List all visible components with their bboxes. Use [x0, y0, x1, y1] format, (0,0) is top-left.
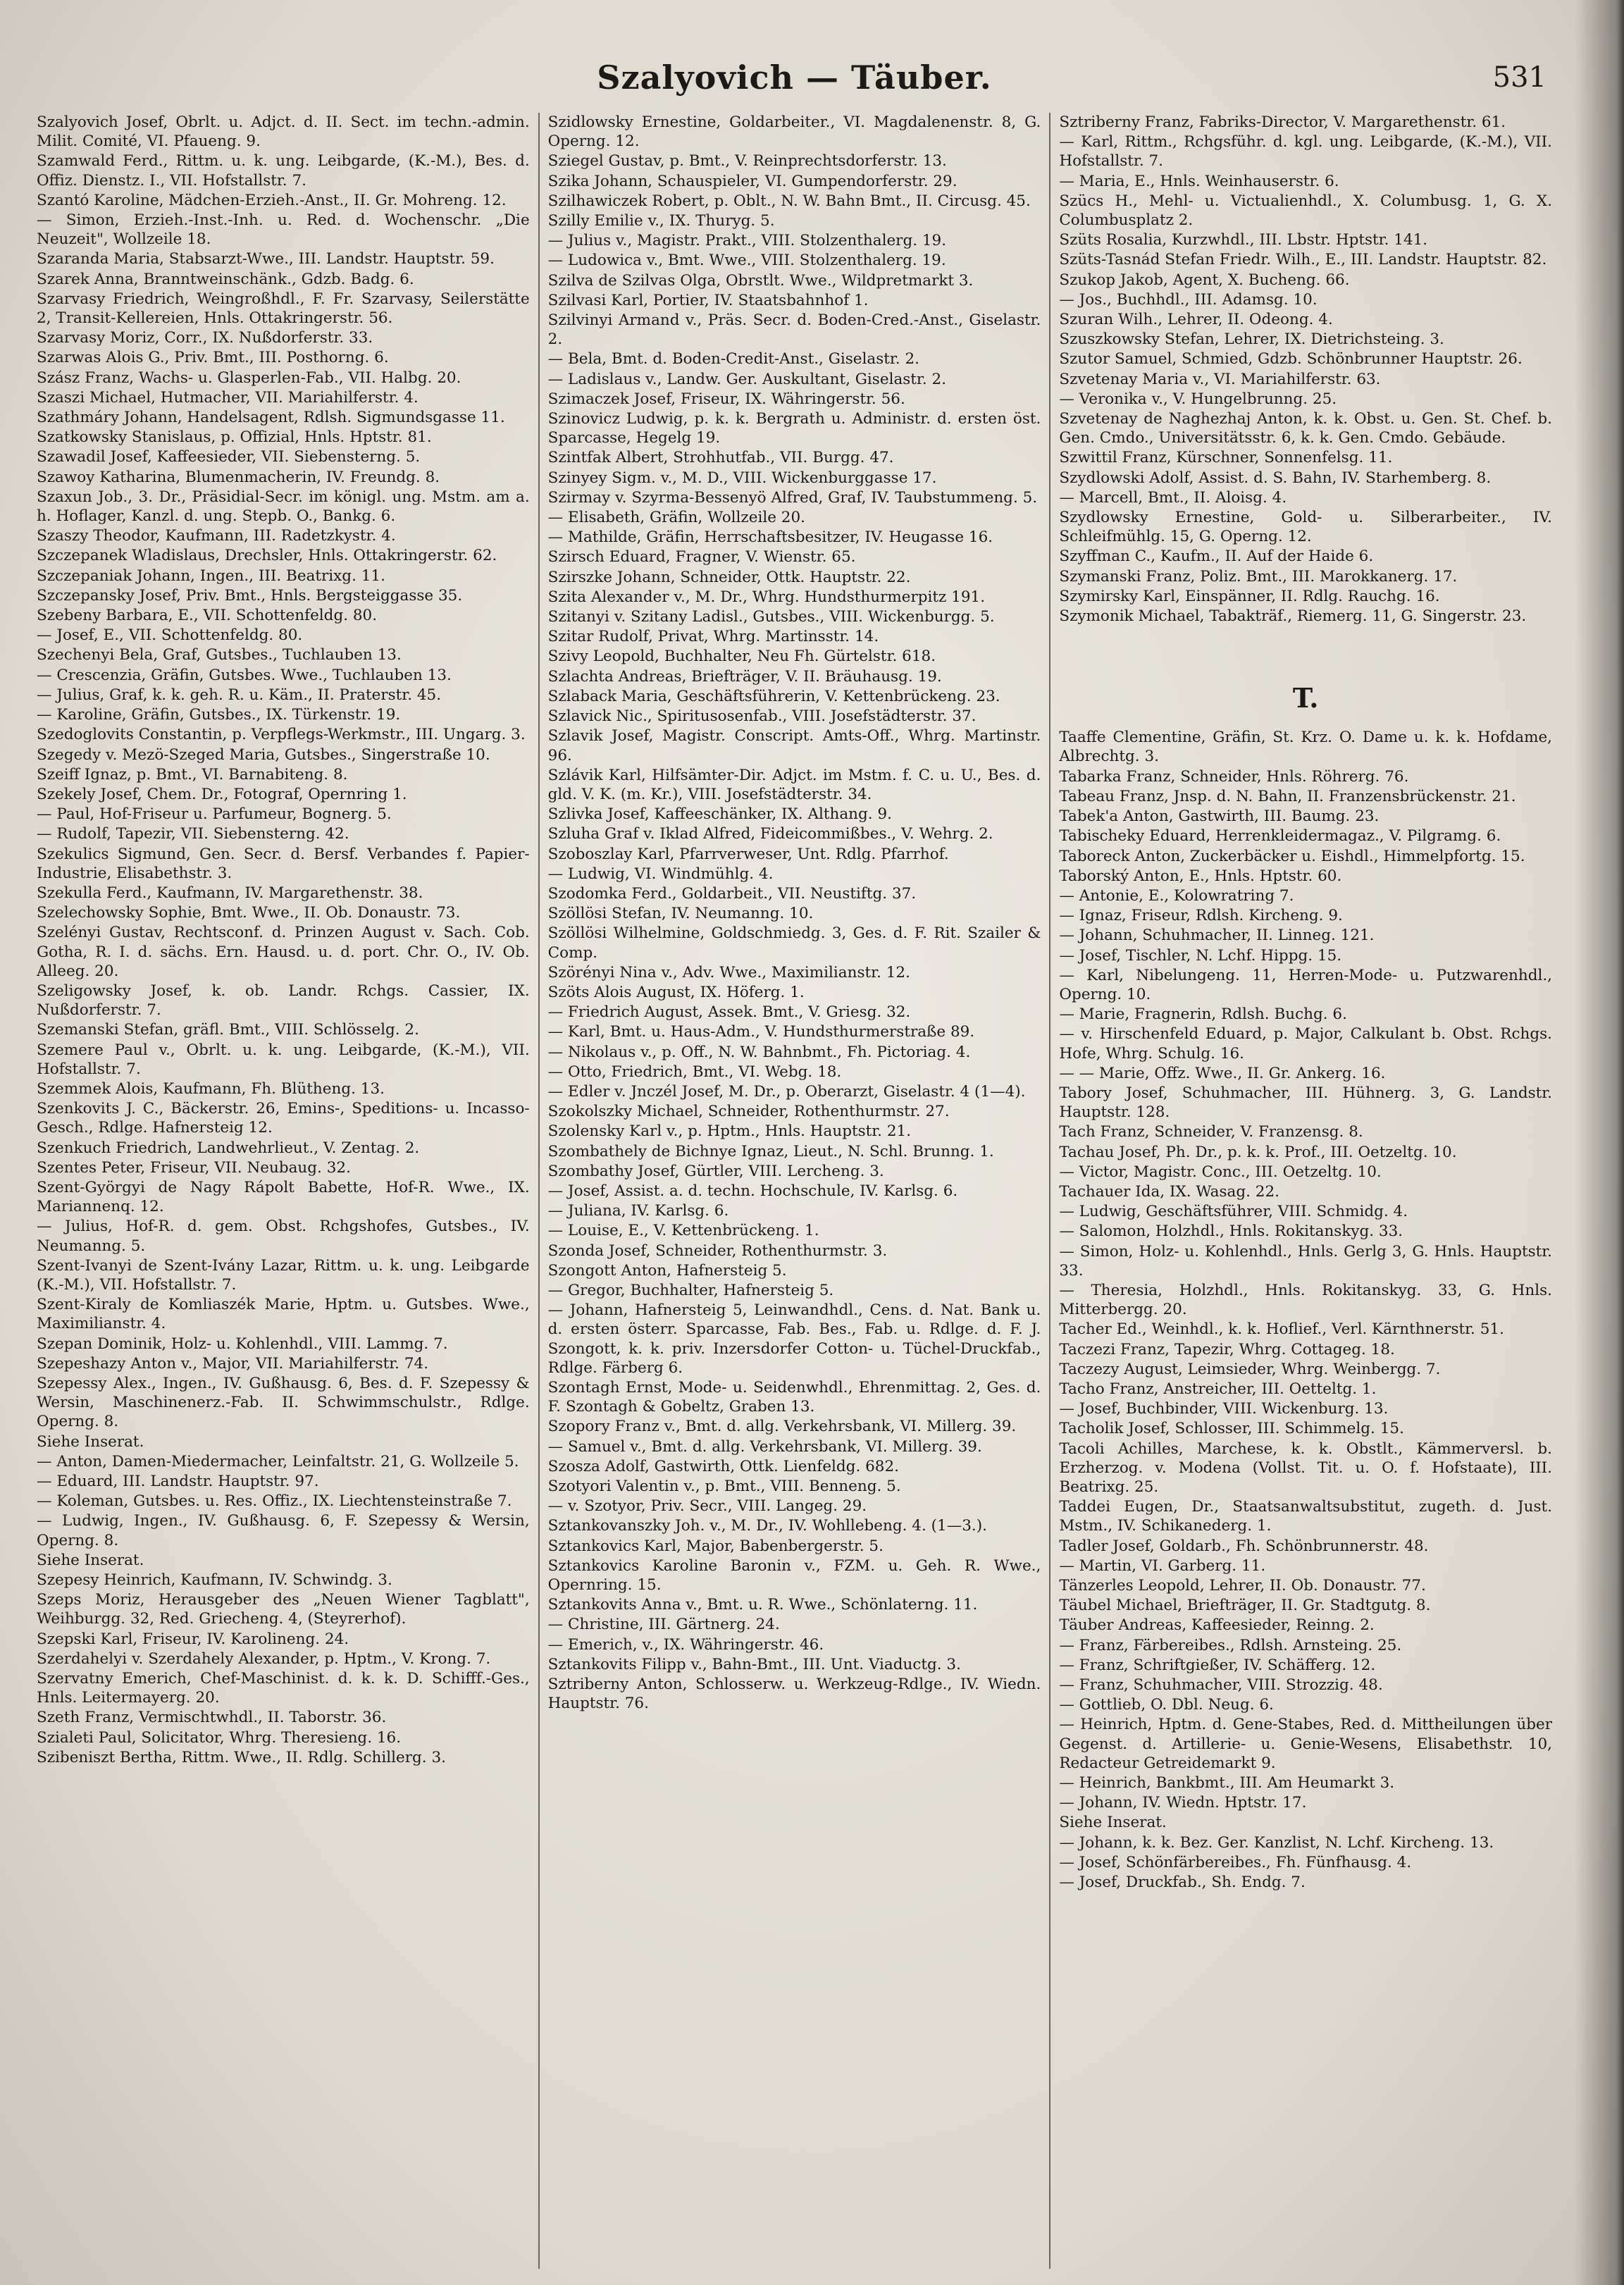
directory-entry: — Josef, E., VII. Schottenfeldg. 80. — [37, 626, 303, 645]
directory-entry: Szarvasy Friedrich, Weingroßhdl., F. Fr. Szarvasy, Seilerstätte 2, Transit-Kellereien, Hnls. Ottakringerstr. 56. — [37, 290, 530, 328]
directory-entry: — Karoline, Gräfin, Gutsbes., IX. Türkenstr. 19. — [37, 706, 401, 724]
directory-entry: Szuran Wilh., Lehrer, II. Odeong. 4. — [1059, 311, 1333, 329]
directory-entry: Täuber Andreas, Kaffeesieder, Reinng. 2. — [1059, 1616, 1375, 1635]
directory-entry: Szidlowsky Ernestine, Goldarbeiter., VI. Magdalenenstr. 8, G. Operng. 12. — [547, 113, 1041, 151]
directory-entry: — Josef, Tischler, N. Lchf. Hippg. 15. — [1059, 946, 1342, 965]
section-letter: T. — [1292, 682, 1319, 714]
directory-entry: Szlachta Andreas, Briefträger, V. II. Bräuhausg. 19. — [547, 667, 942, 686]
directory-entry: Szokolszky Michael, Schneider, Rothenthurmstr. 27. — [547, 1103, 950, 1121]
directory-entry: Szitar Rudolf, Privat, Whrg. Martinsstr. 14. — [547, 628, 879, 646]
directory-entry: Sztriberny Anton, Schlosserw. u. Werkzeug-Rdlge., IV. Wiedn. Hauptstr. 76. — [547, 1676, 1041, 1713]
directory-entry: Szelényi Gustav, Rechtsconf. d. Prinzen August v. Sach. Cob. Gotha, R. I. d. sächs. Ern. Hausd. u. d. port. Chr. O., IV. Ob. Alleeg. 20. — [37, 924, 530, 980]
directory-entry: Szatkowsky Stanislaus, p. Offizial, Hnls. Hptstr. 81. — [37, 428, 432, 447]
directory-entry: Szöllösi Stefan, IV. Neumanng. 10. — [547, 905, 814, 923]
directory-entry: Szervatny Emerich, Chef-Maschinist. d. k. k. D. Schifff.-Ges., Hnls. Leitermayerg. 20. — [37, 1670, 530, 1707]
directory-entry: Szymanski Franz, Poliz. Bmt., III. Marokkanerg. 17. — [1059, 567, 1458, 586]
directory-entry: Szukop Jakob, Agent, X. Bucheng. 66. — [1059, 271, 1350, 289]
directory-entry: Szantó Karoline, Mädchen-Erzieh.-Anst., II. Gr. Mohreng. 12. — [37, 191, 507, 209]
directory-entry: — Ludwig, VI. Windmühlg. 4. — [547, 865, 774, 883]
directory-entry: Szenkovits J. C., Bäckerstr. 26, Emins-, Speditions- u. Incasso-Gesch., Rdlge. Hafnersteig 12. — [37, 1100, 530, 1137]
columns — [28, 113, 1561, 2269]
directory-entry: Szczepanek Wladislaus, Drechsler, Hnls. Ottakringerstr. 62. — [37, 547, 497, 565]
directory-entry: — Paul, Hof-Friseur u. Parfumeur, Bognerg. 5. — [37, 805, 392, 824]
directory-entry: Szirsch Eduard, Fragner, V. Wienstr. 65. — [547, 548, 856, 566]
directory-entry: Szaszi Michael, Hutmacher, VII. Mariahilferstr. 4. — [37, 388, 419, 407]
directory-entry: Szawadil Josef, Kaffeesieder, VII. Siebensterng. 5. — [37, 448, 421, 466]
directory-entry: — Marie, Fragnerin, Rdlsh. Buchg. 6. — [1059, 1005, 1347, 1024]
directory-entry: Szaxun Job., 3. Dr., Präsidial-Secr. im königl. ung. Mstm. am a. h. Hoflager, Kanzl. d. ung. Stepb. O., Bankg. 6. — [37, 488, 530, 526]
directory-entry: Szarwas Alois G., Priv. Bmt., III. Posthorng. 6. — [37, 349, 389, 367]
directory-entry: — Samuel v., Bmt. d. allg. Verkehrsbank, VI. Millerg. 39. — [547, 1437, 982, 1456]
directory-entry: Szedoglovits Constantin, p. Verpflegs-Werkmstr., III. Ungarg. 3. — [37, 726, 526, 744]
directory-entry: Täubel Michael, Briefträger, II. Gr. Stadtgutg. 8. — [1059, 1597, 1431, 1615]
directory-entry: Szepesy Heinrich, Kaufmann, IV. Schwindg. 3. — [37, 1571, 392, 1590]
directory-entry: Szolensky Karl v., p. Hptm., Hnls. Hauptstr. 21. — [547, 1122, 912, 1141]
directory-entry: Szekulla Ferd., Kaufmann, IV. Margarethenstr. 38. — [37, 884, 423, 902]
directory-entry: Szwittil Franz, Kürschner, Sonnenfelsg. 11. — [1059, 449, 1393, 467]
directory-entry: Sztankovics Karoline Baronin v., FZM. u. Geh. R. Wwe., Opernring. 15. — [547, 1556, 1041, 1594]
directory-entry: Siehe Inserat. — [37, 1432, 144, 1451]
directory-entry: — Josef, Assist. a. d. techn. Hochschule, IV. Karlsg. 6. — [547, 1182, 958, 1200]
directory-entry: — Josef, Buchbinder, VIII. Wickenburg. 13. — [1059, 1400, 1389, 1418]
directory-entry: Szydlowsky Ernestine, Gold- u. Silberarbeiter., IV. Schleifmühlg. 15, G. Operng. 12. — [1059, 509, 1553, 546]
directory-entry: — Johann, Schuhmacher, II. Linneg. 121. — [1059, 927, 1375, 945]
directory-entry: Tabeau Franz, Jnsp. d. N. Bahn, II. Franzensbrückenstr. 21. — [1059, 787, 1516, 805]
directory-entry: Szalyovich Josef, Obrlt. u. Adjct. d. II. Sect. im techn.-admin. Milit. Comité, VI. Pfaueng. 9. — [37, 113, 530, 151]
directory-entry: Sztankovanszky Joh. v., M. Dr., IV. Wohllebeng. 4. (1—3.). — [547, 1517, 987, 1535]
directory-entry: — Franz, Färbereibes., Rdlsh. Arnsteing. 25. — [1059, 1636, 1402, 1654]
directory-entry: Siehe Inserat. — [37, 1551, 144, 1569]
directory-entry: Szoboszlay Karl, Pfarrverweser, Unt. Rdlg. Pfarrhof. — [547, 845, 949, 863]
directory-entry: Szerdahelyi v. Szerdahely Alexander, p. Hptm., V. Krong. 7. — [37, 1649, 491, 1668]
directory-entry: — Julius, Hof-R. d. gem. Obst. Rchgshofes, Gutsbes., IV. Neumanng. 5. — [37, 1218, 530, 1255]
directory-entry: Szüts Rosalia, Kurzwhdl., III. Lbstr. Hptstr. 141. — [1059, 231, 1428, 249]
directory-entry: — Nikolaus v., p. Off., N. W. Bahnbmt., Fh. Pictoriag. 4. — [547, 1043, 971, 1061]
directory-entry: — Bela, Bmt. d. Boden-Credit-Anst., Giselastr. 2. — [547, 350, 919, 369]
directory-entry: Szivy Leopold, Buchhalter, Neu Fh. Gürtelstr. 618. — [547, 648, 936, 666]
directory-entry: Szent-Ivanyi de Szent-Ivány Lazar, Rittm. u. k. ung. Leibgarde (K.-M.), VII. Hofstallstr. 7. — [37, 1256, 530, 1294]
directory-entry: Szent-Kiraly de Komliaszék Marie, Hptm. u. Gutsbes. Wwe., Maximilianstr. 4. — [37, 1296, 530, 1333]
directory-entry: — Antonie, E., Kolowratring 7. — [1059, 886, 1294, 905]
directory-entry: Szluha Graf v. Iklad Alfred, Fideicommißbes., V. Wehrg. 2. — [547, 825, 993, 843]
directory-entry: — Jos., Buchhdl., III. Adamsg. 10. — [1059, 290, 1318, 309]
directory-entry: Taboreck Anton, Zuckerbäcker u. Eishdl., Himmelpfortg. 15. — [1059, 847, 1525, 865]
directory-entry: — Elisabeth, Gräfin, Wollzeile 20. — [547, 509, 805, 527]
directory-entry: Szvetenay Maria v., VI. Mariahilferstr. 63. — [1059, 370, 1381, 388]
directory-entry: Szimaczek Josef, Friseur, IX. Währingerstr. 56. — [547, 390, 905, 408]
directory-entry: Szilhawiczek Robert, p. Oblt., N. W. Bahn Bmt., II. Circusg. 45. — [547, 192, 1031, 210]
running-title: Szalyovich — Täuber. — [597, 58, 992, 97]
directory-entry: Szilva de Szilvas Olga, Obrstlt. Wwe., Wildpretmarkt 3. — [547, 271, 974, 290]
column-3 — [1050, 113, 1561, 2269]
directory-entry: Szlavick Nic., Spiritusosenfab., VIII. Josefstädterstr. 37. — [547, 707, 977, 726]
directory-entry: Szeps Moriz, Herausgeber des „Neuen Wiener Tagblatt", Weihburgg. 32, Red. Griecheng. 4, (Steyrerhof). — [37, 1591, 530, 1628]
directory-entry: Tacholik Josef, Schlosser, III. Schimmelg. 15. — [1059, 1420, 1404, 1438]
directory-entry: Szlávik Karl, Hilfsämter-Dir. Adjct. im Mstm. f. C. u. U., Bes. d. gld. V. K. (m. Kr.), VIII. Josefstädterstr. 34. — [547, 766, 1041, 803]
directory-entry: Tach Franz, Schneider, V. Franzensg. 8. — [1059, 1123, 1363, 1141]
directory-entry: Szyffman C., Kaufm., II. Auf der Haide 6. — [1059, 547, 1374, 566]
directory-entry: Szodomka Ferd., Goldarbeit., VII. Neustiftg. 37. — [547, 884, 917, 903]
directory-entry: Szekulics Sigmund, Gen. Secr. d. Bersf. Verbandes f. Papier-Industrie, Elisabethstr. 3. — [37, 845, 530, 882]
directory-entry: Szöts Alois August, IX. Höferg. 1. — [547, 983, 805, 1001]
directory-entry: — v. Hirschenfeld Eduard, p. Major, Calkulant b. Obst. Rchgs. Hofe, Whrg. Schulg. 16. — [1059, 1025, 1553, 1063]
directory-entry: Szczepansky Josef, Priv. Bmt., Hnls. Bergsteiggasse 35. — [37, 586, 463, 605]
directory-entry: — Veronika v., V. Hungelbrunng. 25. — [1059, 390, 1337, 408]
directory-entry: Szelechowsky Sophie, Bmt. Wwe., II. Ob. Donaustr. 73. — [37, 904, 461, 922]
directory-entry: Szepessy Alex., Ingen., IV. Gußhausg. 6, Bes. d. F. Szepessy & Wersin, Maschinenerz.-Fab. II. Schwimmschulstr., Rdlge. Operng. 8. — [37, 1375, 530, 1431]
directory-entry: — Heinrich, Hptm. d. Gene-Stabes, Red. d. Mittheilungen über Gegenst. d. Artillerie- u. Genie-Wesens, Elisabethstr. 10, Redacteur Getreidemarkt 9. — [1059, 1716, 1553, 1772]
directory-entry: Szilly Emilie v., IX. Thuryg. 5. — [547, 212, 775, 230]
directory-entry: Szinyey Sigm. v., M. D., VIII. Wickenburggasse 17. — [547, 469, 937, 487]
directory-entry: — Ludwig, Ingen., IV. Gußhausg. 6, F. Szepessy & Wersin, Operng. 8. — [37, 1512, 530, 1549]
directory-entry: Szitanyi v. Szitany Ladisl., Gutsbes., VIII. Wickenburgg. 5. — [547, 608, 995, 626]
page-number: 531 — [1492, 61, 1546, 94]
directory-entry: Tachauer Ida, IX. Wasag. 22. — [1059, 1182, 1279, 1201]
directory-entry: — Heinrich, Bankbmt., III. Am Heumarkt 3. — [1059, 1774, 1395, 1792]
directory-entry: Szymirsky Karl, Einspänner, II. Rdlg. Rauchg. 16. — [1059, 587, 1440, 605]
directory-entry: Szekely Josef, Chem. Dr., Fotograf, Opernring 1. — [37, 785, 407, 803]
directory-entry: Szarek Anna, Branntweinschänk., Gdzb. Badg. 6. — [37, 270, 414, 288]
directory-entry: Szotyori Valentin v., p. Bmt., VIII. Benneng. 5. — [547, 1478, 901, 1496]
directory-entry: Szücs H., Mehl- u. Victualienhdl., X. Columbusg. 1, G. X. Columbusplatz 2. — [1059, 192, 1553, 230]
directory-entry: Tabischeky Eduard, Herrenkleidermagaz., V. Pilgramg. 6. — [1059, 827, 1501, 846]
directory-entry: Szombathy Josef, Gürtler, VIII. Lercheng. 3. — [547, 1162, 884, 1180]
directory-entry: Szita Alexander v., M. Dr., Whrg. Hundsthurmerpitz 191. — [547, 588, 986, 606]
directory-entry: — Karl, Nibelungeng. 11, Herren-Mode- u. Putzwarenhdl., Operng. 10. — [1059, 966, 1553, 1003]
directory-entry: Szeth Franz, Vermischtwhdl., II. Taborstr. 36. — [37, 1709, 387, 1727]
directory-entry: Taborský Anton, E., Hnls. Hptstr. 60. — [1059, 867, 1342, 885]
directory-entry: Taczezy August, Leimsieder, Whrg. Weinbergg. 7. — [1059, 1360, 1441, 1378]
directory-entry: — Julius v., Magistr. Prakt., VIII. Stolzenthalerg. 19. — [547, 232, 947, 250]
directory-entry: Szeiff Ignaz, p. Bmt., VI. Barnabiteng. 8. — [37, 765, 348, 784]
directory-entry: — Johann, IV. Wiedn. Hptstr. 17. — [1059, 1794, 1307, 1812]
directory-entry: — Gregor, Buchhalter, Hafnersteig 5. — [547, 1281, 834, 1299]
directory-entry: — Josef, Druckfab., Sh. Endg. 7. — [1059, 1874, 1306, 1892]
directory-entry: — Christine, III. Gärtnerg. 24. — [547, 1616, 780, 1634]
directory-entry: — Anton, Damen-Miedermacher, Leinfaltstr. 21, G. Wollzeile 5. — [37, 1452, 519, 1470]
directory-entry: — Juliana, IV. Karlsg. 6. — [547, 1202, 729, 1220]
directory-entry: Szonda Josef, Schneider, Rothenthurmstr. 3. — [547, 1241, 888, 1260]
directory-entry: — Ludowica v., Bmt. Wwe., VIII. Stolzenthalerg. 19. — [547, 252, 946, 270]
directory-entry: Szörényi Nina v., Adv. Wwe., Maximilianstr. 12. — [547, 963, 910, 982]
directory-entry: — Friedrich August, Assek. Bmt., V. Griesg. 32. — [547, 1003, 911, 1022]
directory-entry: Szymonik Michael, Tabakträf., Riemerg. 11, G. Singerstr. 23. — [1059, 607, 1527, 626]
directory-entry: — — Marie, Offz. Wwe., II. Gr. Ankerg. 16. — [1059, 1064, 1386, 1082]
directory-entry: Szawoy Katharina, Blumenmacherin, IV. Freundg. 8. — [37, 468, 440, 486]
directory-entry: Taddei Eugen, Dr., Staatsanwaltsubstitut, zugeth. d. Just. Mstm., IV. Schikanederg. 1. — [1059, 1498, 1553, 1535]
directory-entry: — Martin, VI. Garberg. 11. — [1059, 1556, 1266, 1575]
directory-entry: Sztankovits Anna v., Bmt. u. R. Wwe., Schönlaterng. 11. — [547, 1596, 978, 1614]
directory-entry: Sztriberny Franz, Fabriks-Director, V. Margarethenstr. 61. — [1059, 113, 1506, 131]
directory-entry: Szarvasy Moriz, Corr., IX. Nußdorferstr. 33. — [37, 329, 373, 347]
directory-entry: — Emerich, v., IX. Währingerstr. 46. — [547, 1635, 824, 1654]
directory-entry: — Karl, Rittm., Rchgsführ. d. kgl. ung. Leibgarde, (K.-M.), VII. Hofstallstr. 7. — [1059, 133, 1553, 171]
directory-entry: Szombathely de Bichnye Ignaz, Lieut., N. Schl. Brunng. 1. — [547, 1142, 994, 1160]
directory-entry: — Franz, Schriftgießer, IV. Schäfferg. 12. — [1059, 1656, 1376, 1674]
directory-entry: Sziegel Gustav, p. Bmt., V. Reinprechtsdorferstr. 13. — [547, 152, 947, 171]
directory-entry: — Crescenzia, Gräfin, Gutsbes. Wwe., Tuchlauben 13. — [37, 666, 452, 684]
directory-entry: Szirmay v. Szyrma-Bessenyö Alfred, Graf, IV. Taubstummeng. 5. — [547, 488, 1038, 507]
directory-entry: Szemere Paul v., Obrlt. u. k. ung. Leibgarde, (K.-M.), VII. Hofstallstr. 7. — [37, 1041, 530, 1078]
directory-entry: Szemmek Alois, Kaufmann, Fh. Blütheng. 13. — [37, 1079, 385, 1098]
directory-entry: Szöllösi Wilhelmine, Goldschmiedg. 3, Ges. d. F. Rit. Szailer & Comp. — [547, 924, 1041, 962]
directory-entry: Szeligowsky Josef, k. ob. Landr. Rchgs. Cassier, IX. Nußdorferstr. 7. — [37, 982, 530, 1020]
directory-entry: Szüts-Tasnád Stefan Friedr. Wilh., E., III. Landstr. Hauptstr. 82. — [1059, 251, 1547, 269]
directory-entry: Szathmáry Johann, Handelsagent, Rdlsh. Sigmundsgasse 11. — [37, 409, 505, 427]
directory-entry: Szintfak Albert, Strohhutfab., VII. Burgg. 47. — [547, 449, 894, 467]
directory-entry: Sztankovits Filipp v., Bahn-Bmt., III. Unt. Viaductg. 3. — [547, 1655, 961, 1673]
directory-entry: Szongott Anton, Hafnersteig 5. — [547, 1261, 787, 1280]
directory-entry: Tacoli Achilles, Marchese, k. k. Obstlt., Kämmerversl. b. Erzherzog. v. Modena (Vollst. Tit. u. O. f. Hofstaate), III. Beatrixg. 25. — [1059, 1439, 1553, 1496]
directory-entry: — Marcell, Bmt., II. Aloisg. 4. — [1059, 488, 1287, 507]
directory-entry: Szilvasi Karl, Portier, IV. Staatsbahnhof 1. — [547, 291, 869, 309]
directory-entry: Szamwald Ferd., Rittm. u. k. ung. Leibgarde, (K.-M.), Bes. d. Offiz. Dienstz. I., VII. Hofstallstr. 7. — [37, 152, 530, 190]
directory-entry: — Koleman, Gutsbes. u. Res. Offiz., IX. Liechtensteinstraße 7. — [37, 1492, 512, 1511]
directory-entry: Szutor Samuel, Schmied, Gdzb. Schönbrunner Hauptstr. 26. — [1059, 350, 1523, 369]
directory-entry: Tacho Franz, Anstreicher, III. Oetteltg. 1. — [1059, 1380, 1377, 1398]
directory-entry: — Josef, Schönfärbereibes., Fh. Fünfhausg. 4. — [1059, 1853, 1412, 1871]
directory-entry: Szinovicz Ludwig, p. k. k. Bergrath u. Administr. d. ersten öst. Sparcasse, Hegelg 19. — [547, 410, 1041, 447]
directory-entry: Szczepaniak Johann, Ingen., III. Beatrixg. 11. — [37, 566, 385, 585]
directory-entry: Szopory Franz v., Bmt. d. allg. Verkehrsbank, VI. Millerg. 39. — [547, 1418, 1017, 1436]
directory-entry: — Eduard, III. Landstr. Hauptstr. 97. — [37, 1473, 319, 1491]
directory-entry: Szirszke Johann, Schneider, Ottk. Hauptstr. 22. — [547, 568, 911, 586]
column-2 — [540, 113, 1051, 2269]
directory-entry: Szilvinyi Armand v., Präs. Secr. d. Boden-Cred.-Anst., Giselastr. 2. — [547, 311, 1041, 349]
column-1 — [28, 113, 540, 2269]
directory-entry: Tabarka Franz, Schneider, Hnls. Röhrerg. 76. — [1059, 767, 1409, 786]
directory-entry: Szegedy v. Mezö-Szeged Maria, Gutsbes., Singerstraße 10. — [37, 745, 490, 764]
directory-entry: Taczezi Franz, Tapezir, Whrg. Cottageg. 18. — [1059, 1340, 1395, 1358]
directory-entry: Szechenyi Bela, Graf, Gutsbes., Tuchlauben 13. — [37, 646, 402, 664]
directory-entry: Tänzerles Leopold, Lehrer, II. Ob. Donaustr. 77. — [1059, 1577, 1426, 1595]
directory-entry: Szentes Peter, Friseur, VII. Neubaug. 32. — [37, 1158, 351, 1177]
directory-entry: — Theresia, Holzhdl., Hnls. Rokitanskyg. 33, G. Hnls. Mitterbergg. 20. — [1059, 1281, 1553, 1319]
directory-entry: — Salomon, Holzhdl., Hnls. Rokitanskyg. 33. — [1059, 1222, 1403, 1241]
directory-entry: Szlaback Maria, Geschäftsführerin, V. Kettenbrückeng. 23. — [547, 687, 1000, 705]
directory-entry: — Maria, E., Hnls. Weinhauserstr. 6. — [1059, 172, 1339, 190]
directory-entry: Szydlowski Adolf, Assist. d. S. Bahn, IV. Starhemberg. 8. — [1059, 469, 1492, 487]
directory-entry: — Johann, k. k. Bez. Ger. Kanzlist, N. Lchf. Kircheng. 13. — [1059, 1833, 1494, 1852]
directory-entry: Szlivka Josef, Kaffeeschänker, IX. Althang. 9. — [547, 805, 892, 824]
directory-entry: Szenkuch Friedrich, Landwehrlieut., V. Zentag. 2. — [37, 1139, 420, 1157]
directory-entry: Szász Franz, Wachs- u. Glasperlen-Fab., VII. Halbg. 20. — [37, 369, 461, 387]
directory-entry: Szepan Dominik, Holz- u. Kohlenhdl., VIII. Lammg. 7. — [37, 1335, 448, 1353]
directory-entry: — Ludwig, Geschäftsführer, VIII. Schmidg. 4. — [1059, 1203, 1408, 1221]
directory-entry: — Victor, Magistr. Conc., III. Oetzeltg. 10. — [1059, 1163, 1382, 1181]
directory-entry: Szika Johann, Schauspieler, VI. Gumpendorferstr. 29. — [547, 172, 957, 190]
directory-entry: Szontagh Ernst, Mode- u. Seidenwhdl., Ehrenmittag. 2, Ges. d. F. Szontagh & Gobeltz, Graben 13. — [547, 1379, 1041, 1416]
page-header — [28, 49, 1561, 106]
directory-entry: Szaranda Maria, Stabsarzt-Wwe., III. Landstr. Hauptstr. 59. — [37, 250, 495, 268]
directory-entry: — Simon, Erzieh.-Inst.-Inh. u. Red. d. Wochenschr. „Die Neuzeit", Wollzeile 18. — [37, 211, 530, 249]
directory-entry: Szepeshazy Anton v., Major, VII. Mariahilferstr. 74. — [37, 1354, 429, 1373]
directory-entry: — Louise, E., V. Kettenbrückeng. 1. — [547, 1222, 819, 1240]
directory-entry: — Karl, Bmt. u. Haus-Adm., V. Hundsthurmerstraße 89. — [547, 1023, 975, 1041]
directory-entry: — Ladislaus v., Landw. Ger. Auskultant, Giselastr. 2. — [547, 370, 947, 388]
directory-entry: Szialeti Paul, Solicitator, Whrg. Theresieng. 16. — [37, 1728, 402, 1747]
directory-entry: Taaffe Clementine, Gräfin, St. Krz. O. Dame u. k. k. Hofdame, Albrechtg. 3. — [1059, 729, 1553, 766]
directory-entry: — Rudolf, Tapezir, VII. Siebensterng. 42. — [37, 825, 349, 843]
directory-entry: Szemanski Stefan, gräfl. Bmt., VIII. Schlösselg. 2. — [37, 1021, 419, 1039]
directory-entry: — Franz, Schuhmacher, VIII. Strozzig. 48. — [1059, 1676, 1383, 1695]
directory-entry: — Johann, Hafnersteig 5, Leinwandhdl., Cens. d. Nat. Bank u. d. ersten österr. Sparcasse, Fab. Bes., Fab. u. Rdlge. d. F. J. Szongott, k. k. priv. Inzersdorfer Cotton- u. Tüchel-Druckfab., Rdlge. Färberg 6. — [547, 1301, 1041, 1377]
directory-entry: — Gottlieb, O. Dbl. Neug. 6. — [1059, 1696, 1274, 1714]
directory-entry: Tacher Ed., Weinhdl., k. k. Hoflief., Verl. Kärnthnerstr. 51. — [1059, 1320, 1504, 1339]
directory-entry: Szosza Adolf, Gastwirth, Ottk. Lienfeldg. 682. — [547, 1457, 899, 1475]
directory-entry: Szuszkowsky Stefan, Lehrer, IX. Dietrichsteing. 3. — [1059, 330, 1444, 349]
directory-entry: — v. Szotyor, Priv. Secr., VIII. Langeg. 29. — [547, 1497, 867, 1516]
directory-entry: Tabory Josef, Schuhmacher, III. Hühnerg. 3, G. Landstr. Hauptstr. 128. — [1059, 1084, 1553, 1122]
directory-entry: Szibeniszt Bertha, Rittm. Wwe., II. Rdlg. Schillerg. 3. — [37, 1748, 446, 1766]
directory-entry: Szent-Györgyi de Nagy Rápolt Babette, Hof-R. Wwe., IX. Mariannenq. 12. — [37, 1178, 530, 1216]
directory-entry: Szvetenay de Naghezhaj Anton, k. k. Obst. u. Gen. St. Chef. b. Gen. Cmdo., Universitätsstr. 6, k. k. Gen. Cmdo. Gebäude. — [1059, 410, 1553, 447]
directory-entry: Szlavik Josef, Magistr. Conscript. Amts-Off., Whrg. Martinstr. 96. — [547, 727, 1041, 764]
directory-entry: Szepski Karl, Friseur, IV. Karolineng. 24. — [37, 1630, 349, 1648]
directory-entry: — Edler v. Jnczél Josef, M. Dr., p. Oberarzt, Giselastr. 4 (1—4). — [547, 1082, 1026, 1101]
directory-entry: Tachau Josef, Ph. Dr., p. k. k. Prof., III. Oetzeltg. 10. — [1059, 1143, 1457, 1161]
directory-entry: — Simon, Holz- u. Kohlenhdl., Hnls. Gerlg 3, G. Hnls. Hauptstr. 33. — [1059, 1242, 1553, 1280]
directory-entry: — Ignaz, Friseur, Rdlsh. Kircheng. 9. — [1059, 907, 1343, 925]
directory-entry: Siehe Inserat. — [1059, 1814, 1167, 1832]
directory-entry: — Mathilde, Gräfin, Herrschaftsbesitzer, IV. Heugasse 16. — [547, 528, 993, 547]
directory-entry: Tabek'a Anton, Gastwirth, III. Baumg. 23. — [1059, 807, 1380, 826]
directory-entry: Sztankovics Karl, Major, Babenbergerstr. 5. — [547, 1537, 884, 1555]
directory-entry: — Otto, Friedrich, Bmt., VI. Webg. 18. — [547, 1063, 842, 1081]
directory-entry: Tadler Josef, Goldarb., Fh. Schönbrunnerstr. 48. — [1059, 1537, 1429, 1555]
directory-entry: Szaszy Theodor, Kaufmann, III. Radetzkystr. 4. — [37, 527, 396, 545]
directory-entry: — Julius, Graf, k. k. geh. R. u. Käm., II. Praterstr. 45. — [37, 686, 442, 704]
directory-entry: Szebeny Barbara, E., VII. Schottenfeldg. 80. — [37, 607, 378, 625]
